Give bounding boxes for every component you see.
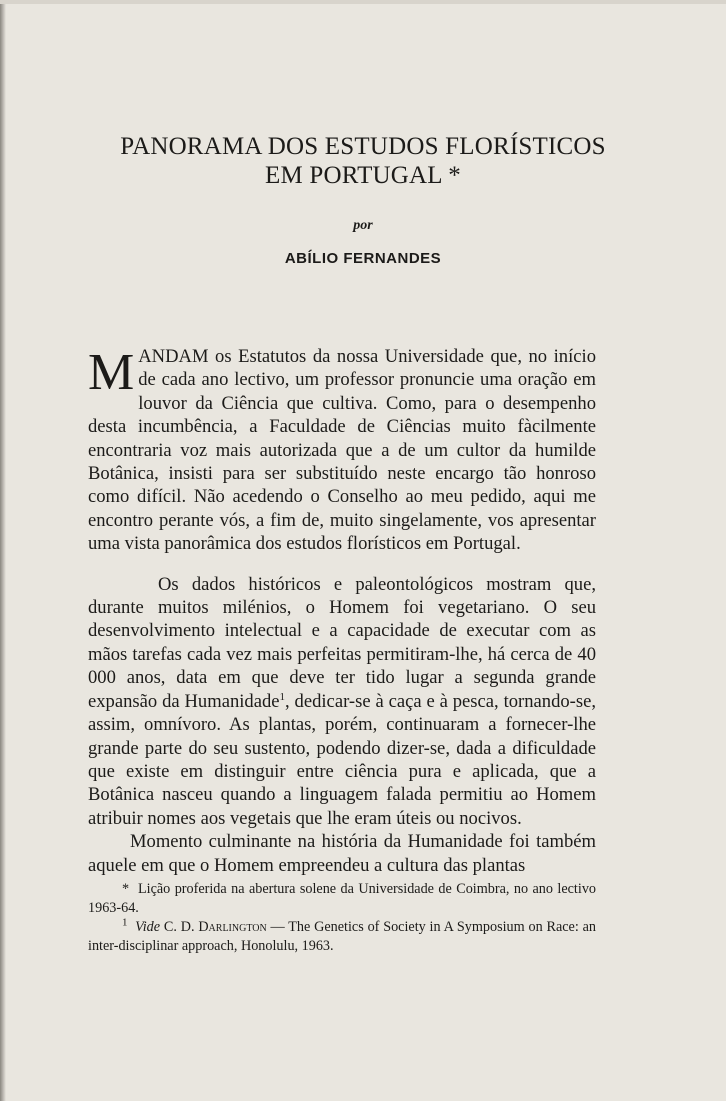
byline-por: por [353,218,373,233]
paragraph-2-text-a: Os dados históricos e paleontológicos mostram que, durante muitos milénios, o Homem foi vegetariano. O seu desenvolvimento intelectual e a capacidade de executar com as mãos tarefas cada vez mais perfeitas permitiram-lhe, há cerca de 40 000 anos, data em que deve ter tido lugar a segunda grande expansão da Humanidade [88,573,596,712]
footnote-star-text: Lição proferida na abertura solene da Universidade de Coimbra, no ano lectivo 1963-64. [88,881,597,916]
footnote-1-text: — The Genetics of Society in A Symposium on Race: an inter-disciplinar approach, Honolulu, 1963. [88,919,596,954]
page-top-edge [0,0,726,4]
paragraph-2-text-b: , dedicar-se à caça e à pesca, tornando-se, assim, omnívoro. As plantas, porém, continuaram a fornecer-lhe grande parte do seu sustento, podendo dizer-se, dada a dificuldade que existe em distinguir entre ciência pura e aplicada, que a Botânica nasceu quando a linguagem falada permitiu ao Homem atribuir nomes aos vegetais que lhe eram úteis ou nocivos. [88,690,597,829]
footnote-ref-1[interactable]: 1 [279,690,286,703]
paragraph-3: Momento culminante na história da Humanidade foi também aquele em que o Homem empreendeu a cultura das plantas [88,831,596,876]
paragraph-1-text: os Estatutos da nossa Universidade que, no início de cada ano lectivo, um professor pronuncie uma oração em louvor da Ciência que cultiva. Como, para o desempenho desta incumbência, a Faculdade de Ciências muito fàcilmente encontraria voz mais autorizada que a de um cultor da humilde Botânica, insisti para ser substituído neste encargo tão honroso como difícil. Não acedendo o Conselho ao meu pedido, aqui me encontro perante vós, a fim de, muito singelamente, vos apresentar uma vista panorâmica dos estudos florísticos em Portugal. [88,346,596,555]
title-line-1: PANORAMA DOS ESTUDOS FLORÍSTICOS [120,133,606,160]
smallcaps-opening: ANDAM [138,346,209,367]
footnote-1-author-prefix: C. D. [163,919,199,935]
footnote-1-vide: Vide [135,919,161,935]
paragraph-1 [88,345,596,556]
title-line-2: EM PORTUGAL * [264,162,461,189]
paragraph-2 [88,573,596,830]
article-title [60,132,666,190]
footnotes [88,880,596,956]
footnote-1 [88,918,596,956]
page-edge-shadow [0,0,6,1101]
footnote-star [88,880,596,918]
drop-cap: M [88,344,135,401]
article-body [88,345,596,877]
footnote-star-mark: * [122,881,130,897]
author-name: ABÍLIO FERNANDES [284,250,442,267]
footnote-1-author: Darlington [198,919,267,935]
footnote-1-mark: 1 [122,916,128,929]
